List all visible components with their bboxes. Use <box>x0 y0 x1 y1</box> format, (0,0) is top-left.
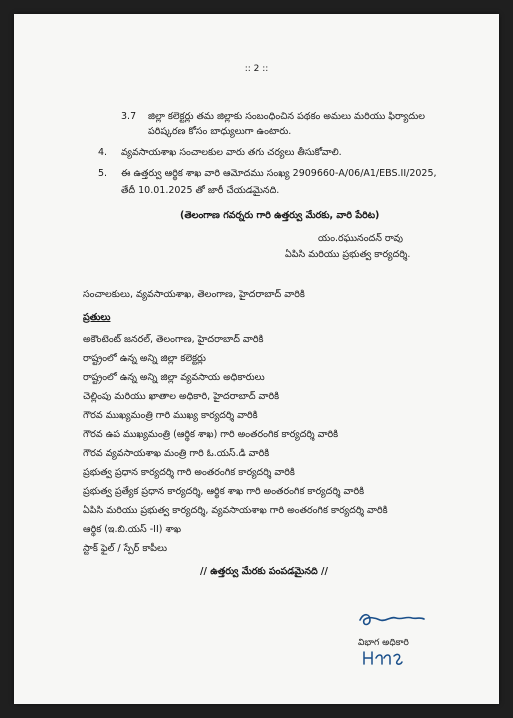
copy-recipient: ప్రభుత్వ ప్రత్యేక ప్రధాన కార్యదర్శి, ఆర్థిక శాఖ గారి అంతరంగిక కార్యదర్శి వారికి <box>83 486 365 497</box>
para-text: వ్యవసాయశాఖ సంచాలకుల వారు తగు చర్యలు తీసుకోవాలి. <box>121 147 342 158</box>
copy-recipient: ఏపిసి మరియు ప్రభుత్వ కార్యదర్శి, వ్యవసాయశాఖ గారి అంతరంగిక కార్యదర్శి వారికి <box>83 505 388 516</box>
copy-recipient: చెల్లింపు మరియు ఖాతాల అధికారి, హైదరాబాద్ వారికి <box>83 391 280 402</box>
copy-recipient: గౌరవ వ్యవసాయశాఖ మంత్రి గారి ఓ.యస్.డి వారికి <box>83 448 270 459</box>
section-officer-label: విభాగ అధికారి <box>358 638 409 648</box>
copy-to-heading: ప్రతులు <box>83 312 111 323</box>
copy-recipient: గౌరవ ఉప ముఖ్యమంత్రి (ఆర్థిక శాఖ) గారి అంతరంగిక కార్యదర్శి వారికి <box>83 429 339 440</box>
para-text: తేదీ 10.01.2025 తో జారీ చేయడమైనది. <box>121 185 280 196</box>
page-number: :: 2 :: <box>244 64 269 74</box>
document-page <box>14 14 499 704</box>
forwarded-line: // ఉత్తర్వు మేరకు పంపడమైనది // <box>200 566 328 577</box>
governor-order: (తెలంగాణ గవర్నరు గారి ఉత్తర్వు మేరకు, వారి పేరిట) <box>180 210 380 221</box>
copy-recipient: అకౌంటెంట్ జనరల్, తెలంగాణ, హైదరాబాద్ వారికి <box>83 334 264 345</box>
copy-recipient: ఆర్థిక (ఇ.బి.యస్ -II) శాఖ <box>83 524 182 535</box>
para-text: జిల్లా కలెక్టర్లు తమ జిల్లాకు సంబంధించిన పథకం అమలు మరియు ఫిర్యాదుల <box>148 111 426 122</box>
copy-recipient: గౌరవ ముఖ్యమంత్రి గారి ముఖ్య కార్యదర్శి వారికి <box>83 410 258 421</box>
para-number: 3.7 <box>121 111 137 122</box>
addressee: సంచాలకులు, వ్యవసాయశాఖ, తెలంగాణ, హైదరాబాద్ వారికి <box>83 289 305 300</box>
copy-recipient: ప్రభుత్వ ప్రధాన కార్యదర్శి గారి అంతరంగిక కార్యదర్శి వారికి <box>83 467 295 478</box>
copy-recipient: స్టాక్ ఫైల్ / స్పేర్ కాపీలు <box>83 543 168 554</box>
para-number: 5. <box>98 168 108 179</box>
copy-recipient: రాష్ట్రంలో ఉన్న అన్ని జిల్లా కలెక్టర్లు <box>83 353 206 364</box>
para-text: పరిష్కరణ కోసం బాధ్యులుగా ఉంటారు. <box>148 126 292 137</box>
para-number: 4. <box>98 147 108 158</box>
signatory-designation: ఏపిసి మరియు ప్రభుత్వ కార్యదర్శి. <box>285 249 411 260</box>
para-text: ఈ ఉత్తర్వు ఆర్థిక శాఖ వారి ఆమోదము సంఖ్య 2909660-A/06/A1/EBS.II/2025, <box>121 168 437 179</box>
copy-recipient: రాష్ట్రంలో ఉన్న అన్ని జిల్లా వ్యవసాయ అధికారులు <box>83 372 265 383</box>
signatory-name: యం.రఘునందన్ రావు <box>318 233 403 244</box>
